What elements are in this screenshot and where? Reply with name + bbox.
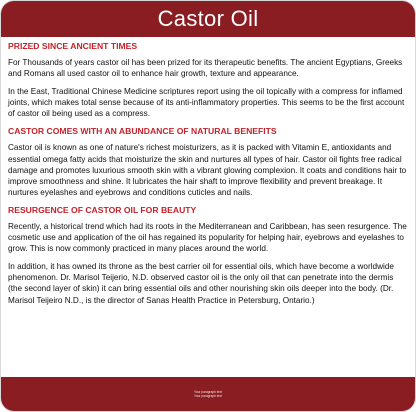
footer-note: Your paragraph text	[194, 390, 222, 394]
paragraph: In addition, it has owned its throne as the best carrier oil for essential oils, which have become a worldwide phenomenon. Dr. Marisol Teijerio, N.D. observed castor oil is the only oil that can penetrate into the dermis (the second layer of skin) it can bring essential oils and other nourishing skin oils deeper into the body. (Dr. Marisol Teijeiro N.D., is the director of Sanas Health Practice in Petersburg, Ontario.)	[8, 262, 394, 305]
section-title: PRIZED SINCE ANCIENT TIMES	[8, 41, 138, 51]
section-benefits	[8, 126, 408, 197]
footer-note: Your paragraph text	[194, 394, 222, 398]
article-body	[1, 37, 415, 379]
section-prized	[8, 41, 408, 119]
section-title: CASTOR COMES WITH AN ABUNDANCE OF NATURAL BENEFITS	[8, 126, 277, 137]
section-title: RESURGENCE OF CASTOR OIL FOR BEAUTY	[8, 204, 197, 215]
paragraph: Castor oil is known as one of nature's richest moisturizers, as it is packed with Vitamin E, antioxidants and essential omega fatty acids that moisturize the skin and nurtures all types of hair. Castor oil fights free radical damage and promotes luxurious smooth skin with a vibrant glowing complexion. It coats and conditions hair to improve smoothness and shine. It lubricates the hair shaft to improve flexibility and prevent breakage. It nurtures eyelashes and eyebrows and conditions cuticles and nails.	[8, 143, 407, 197]
paragraph: For Thousands of years castor oil has been prized for its therapeutic benefits. The ancient Egyptians, Greeks and Romans all used castor oil to enhance hair growth, texture and appearance.	[8, 58, 403, 79]
paragraph: In the East, Traditional Chinese Medicine scriptures report using the oil topically with a compress for inflamed joints, which makes total sense because of its anti-inflammatory properties. This seems to be the first account of castor oil being used as a compress.	[8, 87, 405, 119]
header-bar	[1, 1, 415, 37]
page-title: Castor Oil	[157, 6, 259, 31]
section-resurgence	[8, 205, 408, 306]
footer-bar	[1, 377, 415, 411]
paragraph: Recently, a historical trend which had its roots in the Mediterranean and Caribbean, has seen resurgence. The cosmetic use and application of the oil has regained its popularity for helping hair, eyebrows and eyelashes to grow. This is now commonly practiced in many places around the world.	[8, 221, 407, 254]
